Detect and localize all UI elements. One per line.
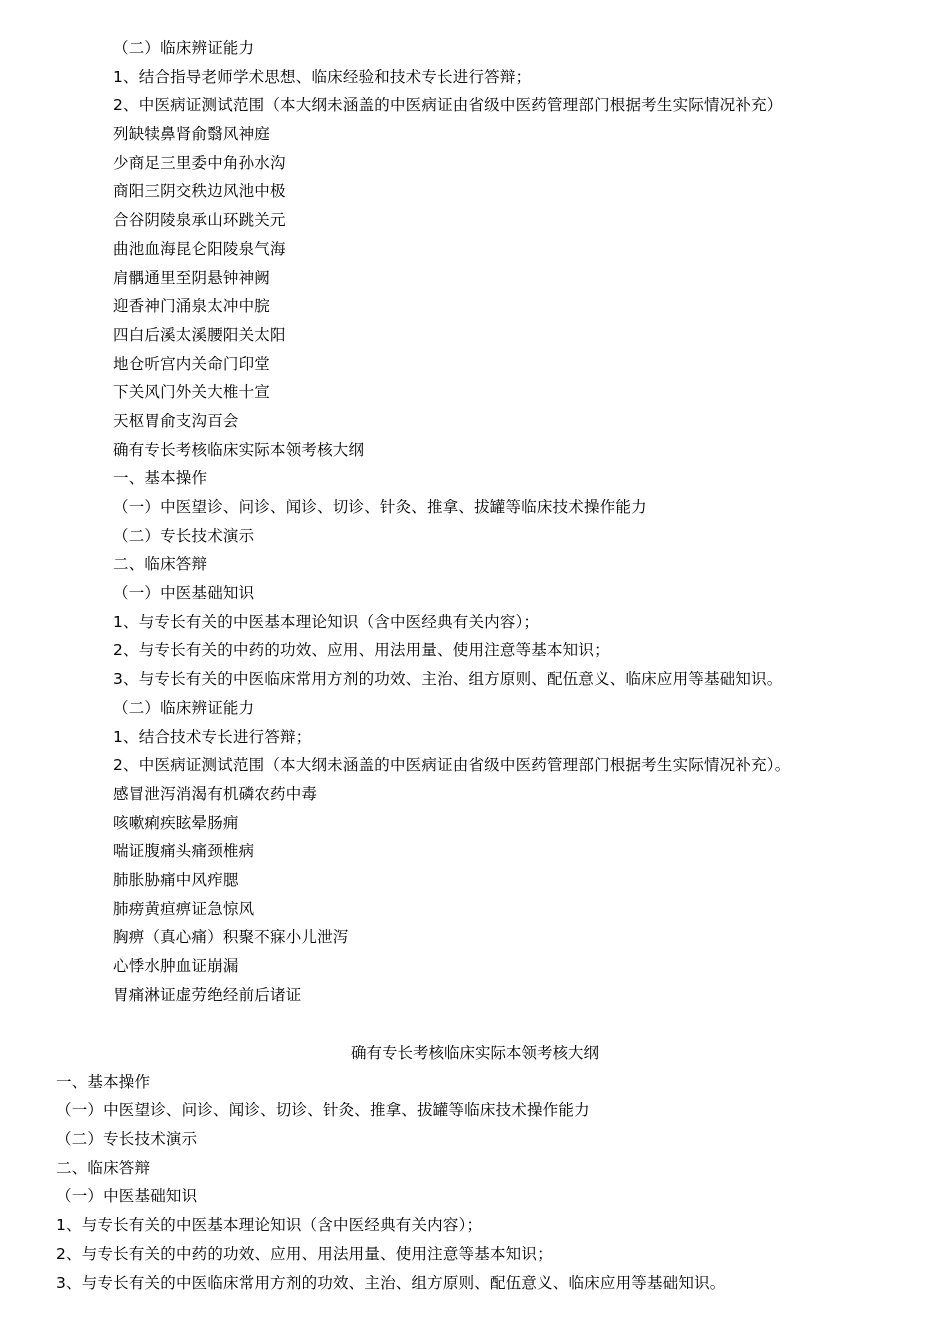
acupoint-list-line: 商阳三阴交秩边风池中极 [113,182,286,201]
text-line: （一）中医望诊、问诊、闻诊、切诊、针灸、推拿、拔罐等临床技术操作能力 [56,1101,590,1120]
text-line: 二、临床答辩 [113,555,208,574]
disease-list-line: 喘证腹痛头痛颈椎病 [113,842,255,861]
text-line: 2、中医病证测试范围（本大纲未涵盖的中医病证由省级中医药管理部门根据考生实际情况补充）。 [113,756,791,775]
text-line: （一）中医望诊、问诊、闻诊、切诊、针灸、推拿、拔罐等临床技术操作能力 [113,498,647,516]
text-line: （一）中医基础知识 [113,584,255,603]
disease-list-line: 心悸水肿血证崩漏 [113,957,239,975]
disease-list-line: 胃痛淋证虚劳绝经前后诸证 [113,985,302,1004]
text-line: 1、结合技术专长进行答辩； [113,727,312,746]
acupoint-list-line: 少商足三里委中角孙水沟 [113,153,286,172]
text-line: （二）临床辨证能力 [113,39,255,57]
text-line: 2、与专长有关的中药的功效、应用、用法用量、使用注意等基本知识； [113,641,610,660]
disease-list-line: 感冒泄泻消渴有机磷农药中毒 [113,784,318,803]
disease-list-line: 肺胀胁痛中风痄腮 [113,870,239,889]
text-line: 3、与专长有关的中医临床常用方剂的功效、主治、组方原则、配伍意义、临床应用等基础知识。 [113,670,783,689]
text-line: （二）临床辨证能力 [113,698,255,717]
text-line: （一）中医基础知识 [56,1187,198,1206]
text-line: 1、结合指导老师学术思想、临床经验和技术专长进行答辩； [113,67,532,86]
outline-section-continued [113,34,933,1009]
section-title: 确有专长考核临床实际本领考核大纲 [350,1044,599,1062]
text-line: 2、中医病证测试范围（本大纲未涵盖的中医病证由省级中医药管理部门根据考生实际情况补充） [113,96,783,115]
acupoint-list-line: 肩髃通里至阴悬钟神阙 [113,268,271,287]
text-line: 一、基本操作 [113,469,208,488]
text-line: （二）专长技术演示 [113,526,255,545]
acupoint-list-line: 列缺犊鼻肾俞翳风神庭 [113,125,271,144]
text-line: 3、与专长有关的中医临床常用方剂的功效、主治、组方原则、配伍意义、临床应用等基础知识。 [56,1273,726,1292]
text-line: 1、与专长有关的中医基本理论知识（含中医经典有关内容）； [113,612,540,631]
outline-section [56,1039,916,1297]
acupoint-list-line: 曲池血海昆仑阳陵泉气海 [113,239,286,258]
acupoint-list-line: 迎香神门涌泉太冲中脘 [113,297,271,316]
disease-list-line: 咳嗽痢疾眩晕肠痈 [113,813,239,832]
text-line: 二、临床答辩 [56,1158,151,1177]
text-line: 1、与专长有关的中医基本理论知识（含中医经典有关内容）； [56,1216,483,1235]
acupoint-list-line: 四白后溪太溪腰阳关太阳 [113,325,286,344]
acupoint-list-line: 合谷阴陵泉承山环跳关元 [113,211,286,230]
text-line: 2、与专长有关的中药的功效、应用、用法用量、使用注意等基本知识； [56,1244,553,1263]
text-line: （二）专长技术演示 [56,1130,198,1149]
outline-heading: 确有专长考核临床实际本领考核大纲 [113,440,365,459]
disease-list-line: 肺痨黄疸痹证急惊风 [113,899,255,918]
text-line: 一、基本操作 [56,1072,151,1091]
acupoint-list-line: 天枢胃俞支沟百会 [113,411,239,430]
acupoint-list-line: 下关风门外关大椎十宣 [113,383,271,402]
disease-list-line: 胸痹（真心痛）积聚不寐小儿泄泻 [113,928,349,947]
acupoint-list-line: 地仓听宫内关命门印堂 [113,354,271,373]
